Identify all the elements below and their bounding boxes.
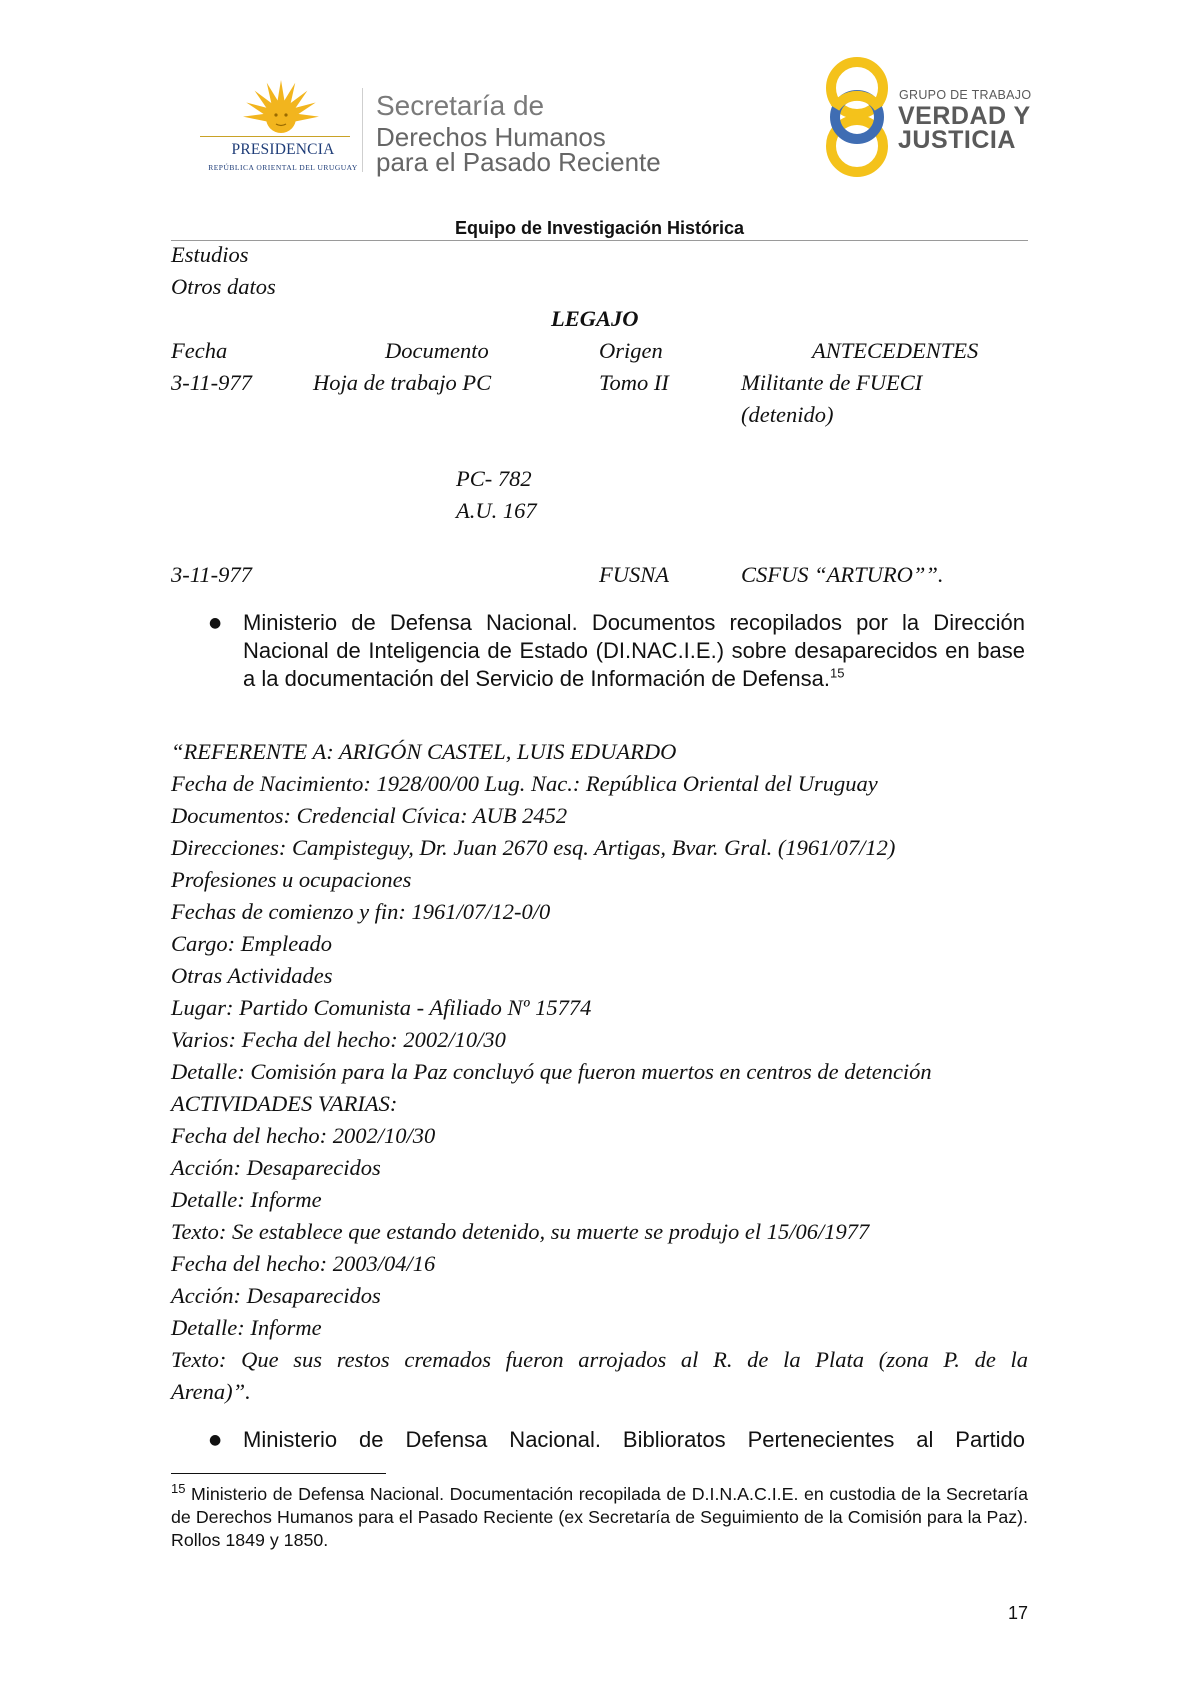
record-line: “REFERENTE A: ARIGÓN CASTEL, LUIS EDUARDO xyxy=(171,739,677,764)
footnote-ref-15: 15 xyxy=(830,665,845,681)
bullet-1-dot: ● xyxy=(209,615,222,631)
justicia-label: JUSTICIA xyxy=(898,126,1016,154)
presidencia-rule xyxy=(200,136,350,137)
secretaria-line-1: Secretaría de xyxy=(376,90,545,121)
presidencia-sublabel: REPÚBLICA ORIENTAL DEL URUGUAY xyxy=(208,163,358,172)
record-line: Varios: Fecha del hecho: 2002/10/30 xyxy=(171,1027,506,1052)
row1-antecedente-1: Militante de FUECI xyxy=(741,370,923,395)
record-line: Fecha del hecho: 2003/04/16 xyxy=(171,1251,436,1276)
col-header-fecha: Fecha xyxy=(171,338,228,363)
footnote xyxy=(171,1483,1028,1552)
presidencia-label: PRESIDENCIA xyxy=(231,141,335,158)
row1-origen: Tomo II xyxy=(599,370,669,395)
verdad-justicia-rings-icon xyxy=(822,56,892,180)
row2-antecedente: CSFUS “ARTURO””. xyxy=(741,562,944,587)
secretaria-line-2: Derechos Humanos xyxy=(376,122,606,152)
row1-antecedente-2: (detenido) xyxy=(741,402,834,427)
row2-fecha: 3-11-977 xyxy=(171,562,252,587)
row2-origen: FUSNA xyxy=(599,562,669,587)
logo-separator xyxy=(362,88,363,172)
record-line-justified: Texto: Que sus restos cremados fueron arrojados al R. de la Plata (zona P. de la xyxy=(171,1347,1028,1372)
footnote-text: Ministerio de Defensa Nacional. Documentación recopilada de D.I.N.A.C.I.E. en custodia de la Secretaría de Derechos Humanos para el Pasado Reciente (ex Secretaría de Seguimiento de la Comisión para la Paz). Rollos 1849 y 1850. xyxy=(171,1484,1028,1550)
footnote-number: 15 xyxy=(171,1481,186,1497)
bullet-2-text: Ministerio de Defensa Nacional. Biblioratos Pertenecientes al Partido xyxy=(243,1427,1025,1452)
record-line: Texto: Se establece que estando detenido, su muerte se produjo el 15/06/1977 xyxy=(171,1219,870,1244)
col-header-documento: Documento xyxy=(385,338,489,363)
line-estudios: Estudios xyxy=(171,242,249,267)
record-line: Profesiones u ocupaciones xyxy=(171,867,412,892)
record-line: Fecha de Nacimiento: 1928/00/00 Lug. Nac.: República Oriental del Uruguay xyxy=(171,771,878,796)
verdad-label: VERDAD Y xyxy=(898,102,1031,130)
footnote-rule xyxy=(171,1473,386,1474)
record-line: ACTIVIDADES VARIAS: xyxy=(171,1091,398,1116)
record-line: Arena)”. xyxy=(171,1379,251,1404)
ref-au: A.U. 167 xyxy=(456,498,537,523)
row1-fecha: 3-11-977 xyxy=(171,370,252,395)
header-rule xyxy=(171,240,1028,241)
legajo-title: LEGAJO xyxy=(551,306,639,331)
record-line: Fecha del hecho: 2002/10/30 xyxy=(171,1123,436,1148)
col-header-origen: Origen xyxy=(599,338,663,363)
record-line: Fechas de comienzo y fin: 1961/07/12-0/0 xyxy=(171,899,551,924)
record-block xyxy=(171,736,1028,1408)
record-line: Acción: Desaparecidos xyxy=(171,1283,381,1308)
col-header-antecedentes: ANTECEDENTES xyxy=(812,338,979,363)
grupo-label: GRUPO DE TRABAJO xyxy=(899,88,1032,102)
record-line: Documentos: Credencial Cívica: AUB 2452 xyxy=(171,803,568,828)
bullet-2-dot: ● xyxy=(209,1432,222,1448)
ref-pc: PC- 782 xyxy=(456,466,532,491)
record-line: Cargo: Empleado xyxy=(171,931,333,956)
record-line: Direcciones: Campisteguy, Dr. Juan 2670 esq. Artigas, Bvar. Gral. (1961/07/12) xyxy=(171,835,896,860)
record-line: Detalle: Informe xyxy=(171,1315,322,1340)
row1-documento: Hoja de trabajo PC xyxy=(313,370,492,395)
record-line: Acción: Desaparecidos xyxy=(171,1155,381,1180)
record-line: Detalle: Comisión para la Paz concluyó que fueron muertos en centros de detención xyxy=(171,1059,932,1084)
secretaria-line-3: para el Pasado Reciente xyxy=(376,147,661,177)
record-line: Lugar: Partido Comunista - Afiliado Nº 15774 xyxy=(171,995,592,1020)
team-heading: Equipo de Investigación Histórica xyxy=(454,218,745,238)
page-number: 17 xyxy=(1008,1603,1029,1623)
bullet-1-text: Ministerio de Defensa Nacional. Documentos recopilados por la Dirección Nacional de Inteligencia de Estado (DI.NAC.I.E.) sobre desaparecidos en base a la documentación del Servicio de Información de Defensa.$^{15}$ xyxy=(243,610,1025,691)
record-line: Detalle: Informe xyxy=(171,1187,322,1212)
record-line: Otras Actividades xyxy=(171,963,333,988)
line-otros-datos: Otros datos xyxy=(171,274,276,299)
